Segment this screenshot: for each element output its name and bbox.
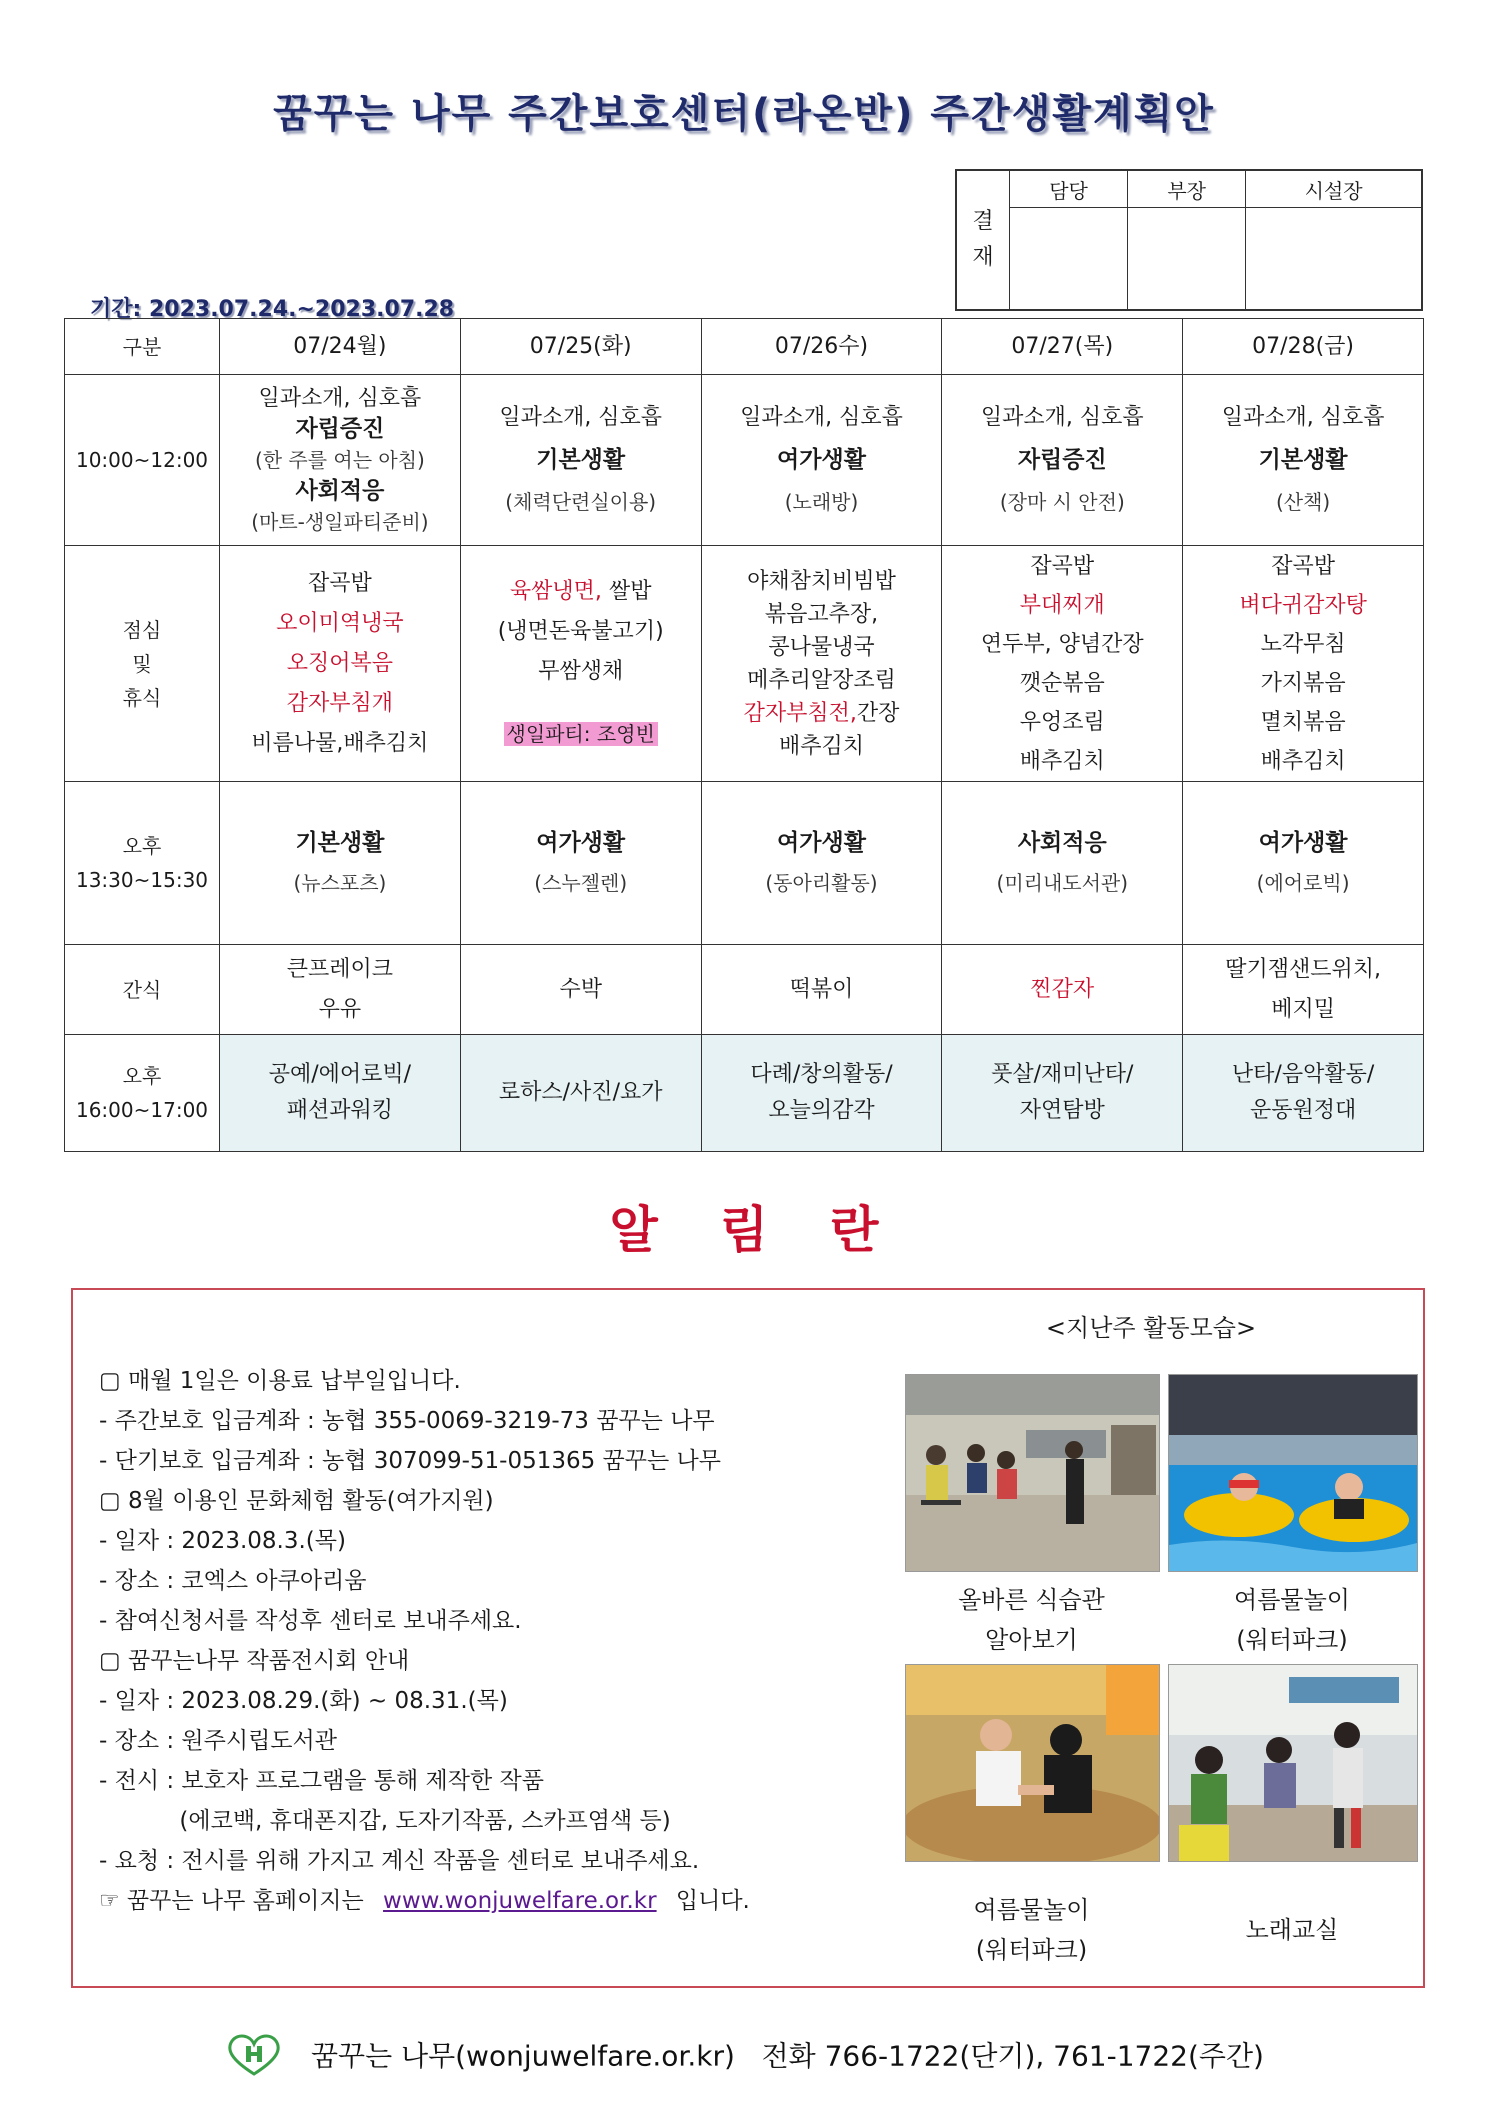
logo-icon: [224, 2032, 284, 2083]
afternoon1-cell: 기본생활 (뉴스포츠): [220, 782, 461, 945]
approval-sign-cell: [1246, 208, 1422, 310]
afternoon1-cell: 사회적응 (미리내도서관): [942, 782, 1183, 945]
row-label: 점심 및 휴식: [65, 546, 220, 782]
header-cell: 07/28(금): [1183, 319, 1424, 375]
snack-cell: 큰프레이크 우유: [220, 945, 461, 1035]
footer: [0, 2032, 1488, 2083]
table-header-row: [65, 319, 1424, 375]
table-row-afternoon1: [65, 782, 1424, 945]
notice-line: - 참여신청서를 작성후 센터로 보내주세요.: [99, 1608, 522, 1634]
photo-caption: 올바른 식습관 알아보기: [958, 1586, 1105, 1654]
header-cell: 구분: [65, 319, 220, 375]
photos-title: <지난주 활동모습>: [1045, 1314, 1257, 1342]
notice-title: 알림란: [609, 1201, 941, 1259]
notice-line: ▢ 꿈꾸는나무 작품전시회 안내: [99, 1648, 410, 1674]
table-row-afternoon2: [65, 1035, 1424, 1152]
approval-box: [955, 169, 1423, 311]
row-label: 간식: [65, 945, 220, 1035]
snack-cell: 수박: [460, 945, 701, 1035]
approval-sign-cell: [1010, 208, 1128, 310]
page-title: 꿈꾸는 나무 주간보호센터(라온반) 주간생활계획안: [273, 91, 1215, 137]
morning-cell-wed: 일과소개, 심호흡 여가생활 (노래방): [701, 375, 942, 546]
lunch-cell-mon: 잡곡밥 오이미역냉국 오징어복음 감자부침개 비름나물,배추김치: [220, 546, 461, 782]
notice-line: - 일자 : 2023.08.29.(화) ~ 08.31.(목): [99, 1688, 508, 1714]
notice-line: - 장소 : 원주시립도서관: [99, 1728, 337, 1754]
notice-line: - 장소 : 코엑스 아쿠아리움: [99, 1568, 367, 1594]
footer-text: 꿈꾸는 나무(wonjuwelfare.or.kr) 전화 766-1722(단기), 761-1722(주간): [310, 2039, 1264, 2073]
header-cell: 07/27(목): [942, 319, 1183, 375]
table-row-snack: [65, 945, 1424, 1035]
approval-header: 부장: [1128, 171, 1246, 208]
header-cell: 07/26수): [701, 319, 942, 375]
period-label: 기간: 2023.07.24.~2023.07.28: [90, 297, 455, 322]
notice-line: - 요청 : 전시를 위해 가지고 계신 작품을 센터로 보내주세요.: [99, 1848, 700, 1874]
notice-line: - 일자 : 2023.08.3.(목): [99, 1528, 346, 1554]
header-cell: 07/24월): [220, 319, 461, 375]
notice-line: (에코백, 휴대폰지갑, 도자기작품, 스카프염색 등): [99, 1808, 671, 1834]
lunch-cell-thu: 잡곡밥 부대찌개 연두부, 양념간장 깻순볶음 우엉조림 배추김치: [942, 546, 1183, 782]
snack-cell: 찐감자: [942, 945, 1183, 1035]
afternoon1-cell: 여가생활 (동아리활동): [701, 782, 942, 945]
approval-sign-cell: [1128, 208, 1246, 310]
notice-line: - 주간보호 입금계좌 : 농협 355-0069-3219-73 꿈꾸는 나무: [99, 1408, 715, 1434]
homepage-line: ☞ 꿈꾸는 나무 홈페이지는 www.wonjuwelfare.or.kr 입니다.: [99, 1888, 750, 1914]
activity-photo-waterpark-2: [905, 1664, 1160, 1862]
afternoon2-cell: 다례/창의활동/ 오늘의감각: [701, 1035, 942, 1152]
afternoon2-cell: 풋살/재미난타/ 자연탐방: [942, 1035, 1183, 1152]
snack-cell: 딸기잼샌드위치, 베지밀: [1183, 945, 1424, 1035]
photo-caption: 노래교실: [1245, 1916, 1339, 1944]
notice-line: - 전시 : 보호자 프로그램을 통해 제작한 작품: [99, 1768, 544, 1794]
table-row-lunch: [65, 546, 1424, 782]
lunch-cell-wed: 야채참치비빔밥 볶음고추장, 콩나물냉국 메추리알장조림 감자부침전,간장 배추김치: [701, 546, 942, 782]
lunch-cell-fri: 잡곡밥 벼다귀감자탕 노각무침 가지볶음 멸치볶음 배추김치: [1183, 546, 1424, 782]
activity-photo-eating-habits: [905, 1374, 1160, 1572]
morning-cell-mon: 일과소개, 심호흡 자립증진 (한 주를 여는 아침) 사회적응 (마트-생일파티준비): [220, 375, 461, 546]
approval-header: 담당: [1010, 171, 1128, 208]
header-cell: 07/25(화): [460, 319, 701, 375]
schedule-table: [64, 318, 1424, 1152]
morning-cell-tue: 일과소개, 심호흡 기본생활 (체력단련실이용): [460, 375, 701, 546]
afternoon2-cell: 난타/음악활동/ 운동원정대: [1183, 1035, 1424, 1152]
activity-photo-singing-class: [1168, 1664, 1418, 1862]
snack-cell: 떡볶이: [701, 945, 942, 1035]
afternoon2-cell: 공예/에어로빅/ 패션과워킹: [220, 1035, 461, 1152]
notice-box: [71, 1288, 1425, 1988]
row-label: 오후 13:30~15:30: [65, 782, 220, 945]
morning-cell-thu: 일과소개, 심호흡 자립증진 (장마 시 안전): [942, 375, 1183, 546]
afternoon1-cell: 여가생활 (스누젤렌): [460, 782, 701, 945]
row-label: 오후 16:00~17:00: [65, 1035, 220, 1152]
activity-photo-waterpark: [1168, 1374, 1418, 1572]
morning-cell-fri: 일과소개, 심호흡 기본생활 (산책): [1183, 375, 1424, 546]
lunch-cell-tue: 육쌈냉면, 쌀밥 (냉면돈육불고기) 무쌈생채 생일파티: 조영빈: [460, 546, 701, 782]
photo-caption: 여름물놀이 (워터파크): [973, 1896, 1090, 1964]
notice-line: - 단기보호 입금계좌 : 농협 307099-51-051365 꿈꾸는 나무: [99, 1448, 721, 1474]
birthday-party-highlight: 생일파티: 조영빈: [504, 722, 658, 746]
homepage-link[interactable]: www.wonjuwelfare.or.kr: [383, 1888, 657, 1914]
approval-header: 시설장: [1246, 171, 1422, 208]
row-label: 10:00~12:00: [65, 375, 220, 546]
table-row-morning: [65, 375, 1424, 546]
notice-line: ▢ 매월 1일은 이용료 납부일입니다.: [99, 1368, 461, 1394]
photo-caption: 여름물놀이 (워터파크): [1234, 1586, 1350, 1654]
afternoon2-cell: 로하스/사진/요가: [460, 1035, 701, 1152]
approval-side-label: 결 재: [957, 171, 1010, 310]
afternoon1-cell: 여가생활 (에어로빅): [1183, 782, 1424, 945]
notice-line: ▢ 8월 이용인 문화체험 활동(여가지원): [99, 1488, 494, 1514]
